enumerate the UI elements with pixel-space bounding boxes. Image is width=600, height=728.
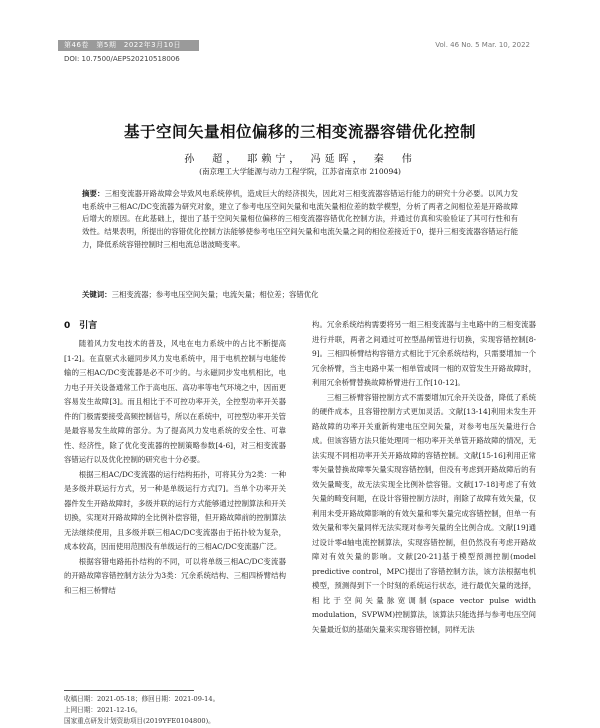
footnote-divider	[64, 690, 194, 691]
paper-authors: 孙 超， 耶赖宁， 冯延晖， 秦 伟	[184, 154, 416, 165]
abstract-label: 摘要：	[82, 189, 105, 198]
keywords-block	[82, 289, 518, 301]
issue-label-right: Vol. 46 No. 5 Mar. 10, 2022	[435, 41, 530, 49]
footnote-funding: 国家重点研发计划资助项目(2019YFE0104800)。	[64, 717, 215, 725]
right-paragraph-2: 三相三桥臂容错控制方式不需要增加冗余开关设备，降低了系统的硬件成本，且容错控制方式更加灵活。文献[13-14]利用未发生开路故障的功率开关重新构建电压空间矢量，对参考电压矢量进行合成。但该容错方法只能处理同一相功率开关单管开路故障的情况，无法实现不同相功率开关开路故障的容错控制。文献[15-16]利用正常零矢量替换故障零矢量实现容错控制，但没有考虑到开路故障后的有效矢量畸变，故无法实现全比例补偿容错。文献[17-18]考虑了有效矢量的畸变问题，在设计容错控制方法时，削除了故障有效矢量，仅利用未受开路故障影响的有效矢量和零矢量完成容错控制，但单一有效矢量和零矢量同样无法实现对参考矢量的全比例合成。文献[19]通过设计零d轴电流控制算法，实现容错控制，但仍然没有考虑开路故障对有效矢量的影响。文献[20-21]基于模型预测控制(model predictive control，MPC)提出了容错控制方法，该方法根据电机模型，预测得到下一个时刻的系统运行状态，进行最优矢量的选择，相比于空间矢量脉宽调制(space vector pulse width modulation，SVPWM)控制算法，该算法只能选择与参考电压空间矢量最近似的基础矢量来实现容错控制，同样无法	[312, 392, 536, 634]
left-paragraph-2: 根据三相AC/DC变流器的运行结构拓扑，可将其分为2类：一种是多级并联运行方式，另一种是单级运行方式[7]。当单个功率开关器件发生开路故障时，多级并联的运行方式能够通过控制算法和开关切换，实现对开路故障的全比例补偿容错，但开路故障前的控制算法无法继续使用，且多级并联三相AC/DC变流器由于拓扑较为复杂，成本较高，因而使用范围没有单级运行的三相AC/DC变流器广泛。	[64, 469, 286, 551]
paper-affiliation: (南京理工大学能源与动力工程学院，江苏省南京市 210094)	[199, 167, 401, 176]
keywords-text: 三相变流器；参考电压空间矢量；电流矢量；相位差；容错优化	[111, 290, 319, 299]
right-column	[312, 318, 536, 726]
paper-title: 基于空间矢量相位偏移的三相变流器容错优化控制	[123, 123, 476, 141]
abstract-block	[82, 188, 518, 252]
abstract-text: 三相变流器开路故障会导致风电系统停机，造成巨大的经济损失，因此对三相变流器容错运行能力的研究十分必要。以风力发电系统中三相AC/DC变流器为研究对象，建立了参考电压空间矢量和电流矢量相位差的数学模型，分析了两者之间相位差是开路故障后增大的原因。在此基础上，提出了基于空间矢量相位偏移的三相变流器容错优化控制方法，并通过仿真和实验验证了其可行性和有效性。结果表明，所提出的容错优化控制方法能够使参考电压空间矢量和电流矢量之间的相位差接近于0，提升三相变流器容错运行能力，降低系统容错控制时三相电流总谐波畸变率。	[82, 189, 518, 249]
issue-label-left: 第46卷 第5期 2022年3月10日	[58, 40, 199, 51]
footnotes-block	[64, 694, 286, 727]
footnote-online: 上网日期：2021-12-16。	[64, 706, 142, 714]
left-paragraph-3: 根据容错电路拓扑结构的不同，可以将单级三相AC/DC变流器的开路故障容错控制方法分为3类：冗余系统结构、三相四桥臂结构和三相三桥臂结	[64, 556, 286, 595]
right-paragraph-1: 构。冗余系统结构需要将另一组三相变流器与主电路中的三相变流器进行并联，两者之间通过可控型晶闸管进行切换，实现容错控制[8-9]。三相四桥臂结构容错方式相比于冗余系统结构，只需要增加一个冗余桥臂，当主电路中某一相单管或同一相的双管发生开路故障时，利用冗余桥臂替换故障桥臂进行工作[10-12]。	[312, 320, 536, 387]
keywords-label: 关键词：	[82, 290, 112, 299]
left-paragraph-1: 随着风力发电技术的普及，风电在电力系统中的占比不断提高[1-2]。在直驱式永磁同步风力发电系统中，用于电机控制与电能传输的三相AC/DC变流器是必不可少的。与永磁同步发电机相比，电力电子开关设备通常工作于高电压、高功率等电气环境之中，因而更容易发生故障[3]。而且相比于不可控功率开关，全控型功率开关器件的门极需要接受高频控制信号，所以在系统中，可控型功率开关管是最容易发生故障的部分。为了提高风力发电系统的安全性、可靠性、经济性，除了优化变流器的控制策略参数[4-6]，对三相变流器容错运行以及优化控制的研究也十分必要。	[64, 339, 286, 464]
footnote-received: 收稿日期：2021-05-18；修回日期：2021-09-14。	[64, 695, 220, 703]
journal-header	[0, 0, 600, 64]
section-heading-introduction: 0 引言	[64, 321, 98, 331]
left-column	[64, 337, 286, 687]
doi-label: DOI: 10.7500/AEPS20210518006	[64, 55, 180, 63]
